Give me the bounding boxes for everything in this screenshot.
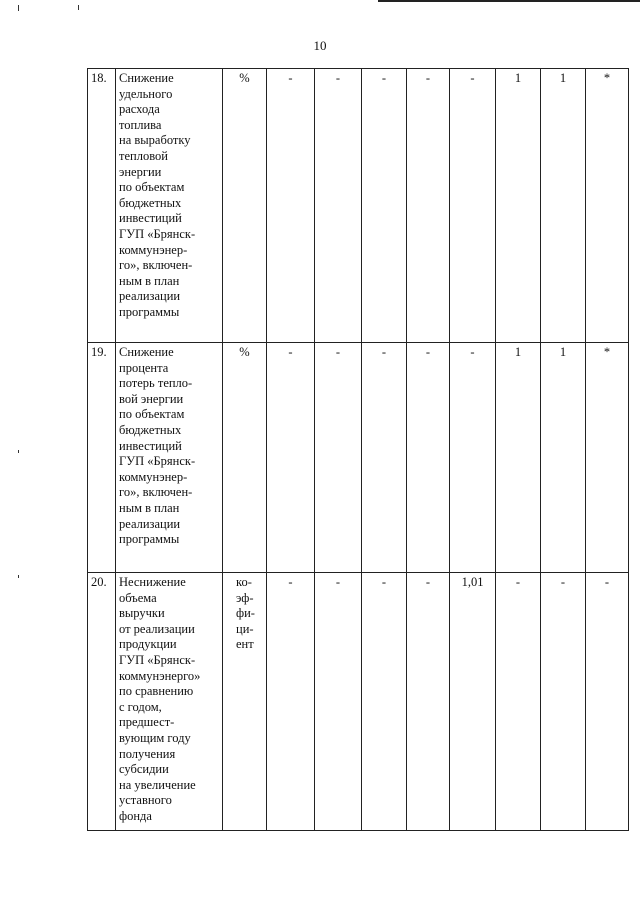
unit-cell <box>223 573 267 831</box>
description-cell <box>116 573 223 831</box>
value-cell: 1 <box>541 69 586 343</box>
scan-mark <box>18 575 19 578</box>
scan-mark <box>18 5 19 11</box>
row-number: 20. <box>88 573 116 831</box>
value-cell: - <box>496 573 541 831</box>
row-number: 19. <box>88 343 116 573</box>
row-number: 18. <box>88 69 116 343</box>
value-cell: - <box>315 573 362 831</box>
value-cell: - <box>362 69 407 343</box>
value-cell: 1,01 <box>450 573 496 831</box>
value-cell: 1 <box>541 343 586 573</box>
value-cell: - <box>315 343 362 573</box>
page-number: 10 <box>313 38 327 53</box>
unit-label: ко- эф- фи- ци- ент <box>236 575 255 652</box>
table-row <box>88 573 629 831</box>
unit-cell <box>223 69 267 343</box>
description-cell <box>116 343 223 573</box>
indicator-description: Снижение удельного расхода топлива на выработку тепловой энергии по объектам бюджетных инвестиций ГУП «Брянск- коммунэнер- го», включен- ным в план реализации программы <box>119 71 196 319</box>
value-cell: - <box>362 343 407 573</box>
indicator-description: Снижение процента потерь тепло- вой энергии по объектам бюджетных инвестиций ГУП «Брянск- коммунэнер- го», включен- ным в план реализации программы <box>119 345 196 547</box>
scan-mark <box>18 450 19 453</box>
value-cell: * <box>586 343 629 573</box>
value-cell: - <box>541 573 586 831</box>
table-row <box>88 343 629 573</box>
top-edge-line <box>378 0 640 2</box>
value-cell: - <box>267 573 315 831</box>
unit-label: % <box>239 345 250 359</box>
unit-cell <box>223 343 267 573</box>
value-cell: - <box>407 573 450 831</box>
value-cell: - <box>407 343 450 573</box>
value-cell: * <box>586 69 629 343</box>
value-cell: 1 <box>496 69 541 343</box>
value-cell: - <box>315 69 362 343</box>
value-cell: - <box>267 343 315 573</box>
table-row <box>88 69 629 343</box>
indicator-description: Неснижение объема выручки от реализации продукции ГУП «Брянск- коммунэнерго» по сравнению с годом, предшест- вующим году получения субсидии на увеличение уставного фонда <box>119 575 201 823</box>
indicators-table <box>87 68 629 831</box>
value-cell: - <box>450 343 496 573</box>
value-cell: - <box>450 69 496 343</box>
scan-mark <box>78 5 79 10</box>
value-cell: - <box>586 573 629 831</box>
description-cell <box>116 69 223 343</box>
value-cell: - <box>267 69 315 343</box>
value-cell: - <box>362 573 407 831</box>
unit-label: % <box>239 71 250 85</box>
value-cell: - <box>407 69 450 343</box>
value-cell: 1 <box>496 343 541 573</box>
